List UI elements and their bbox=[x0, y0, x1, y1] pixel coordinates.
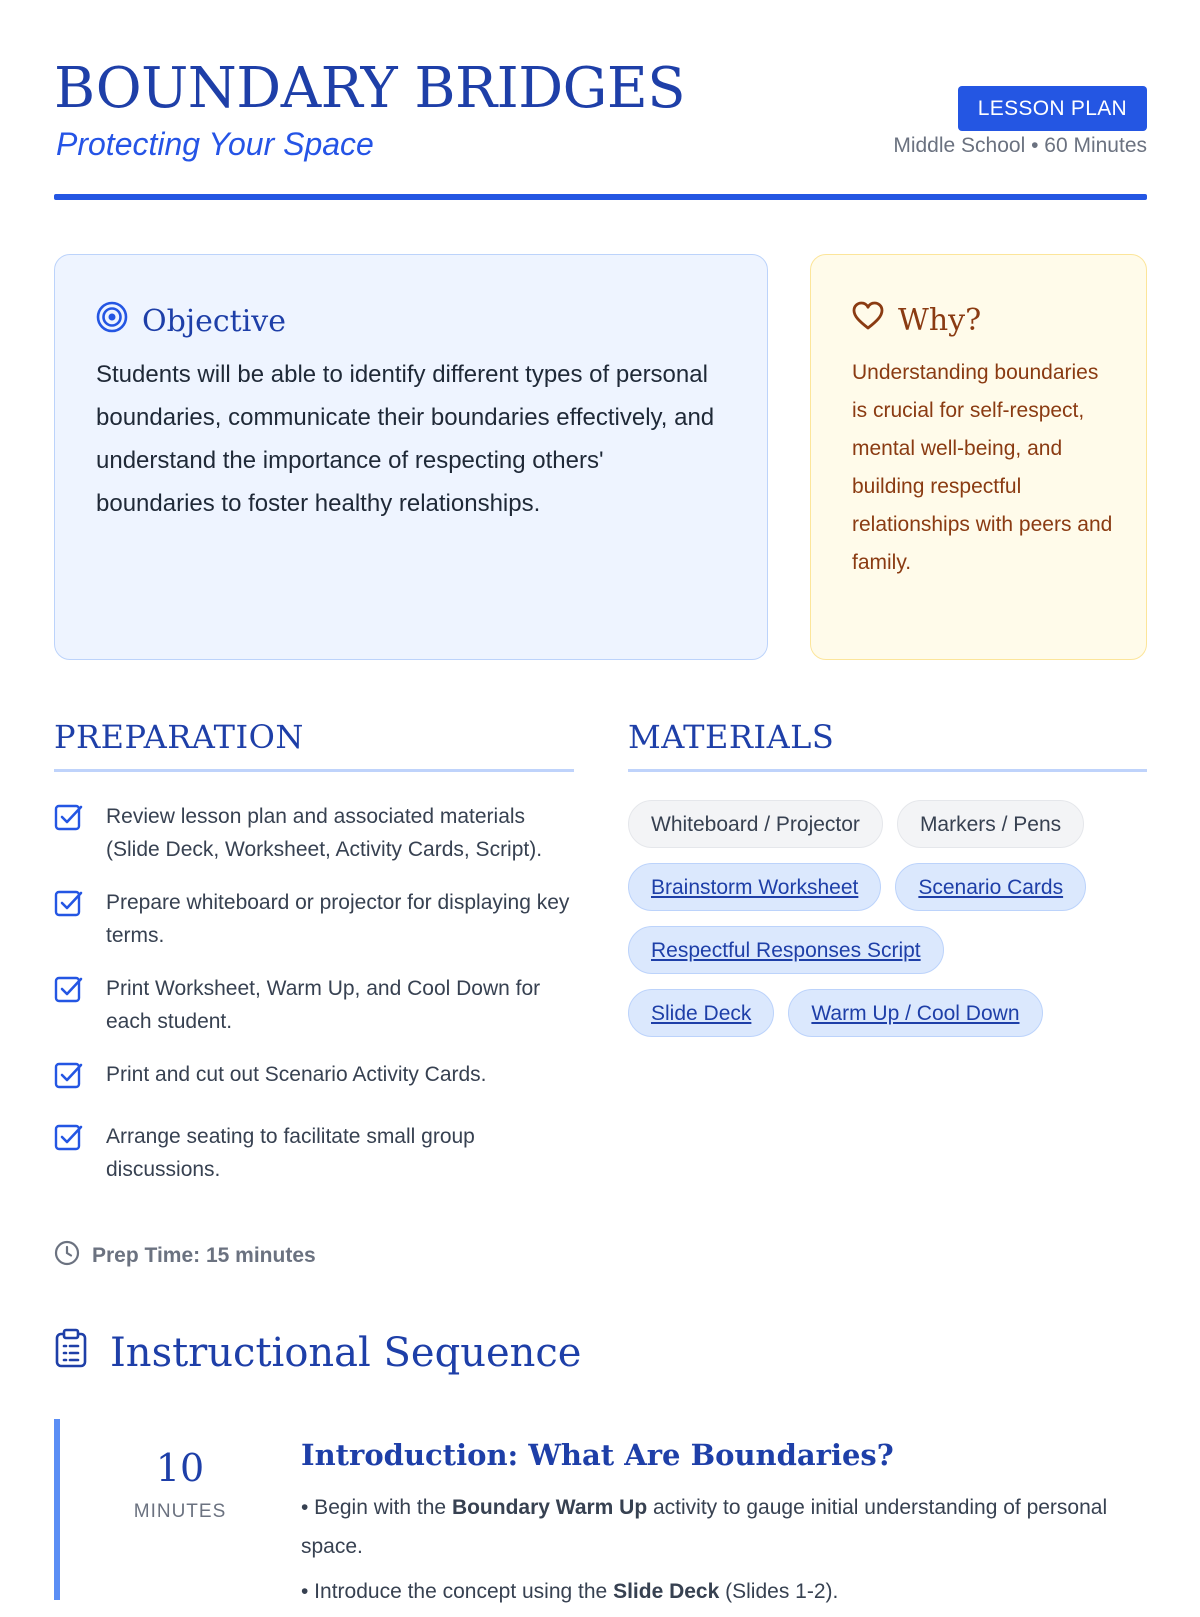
step-bullet-emphasis: Slide Deck bbox=[613, 1580, 720, 1603]
preparation-item-text: Print Worksheet, Warm Up, and Cool Down for each student. bbox=[106, 977, 541, 1033]
step-title: Introduction: What Are Boundaries? bbox=[301, 1438, 894, 1472]
preparation-item-text: Prepare whiteboard or projector for displaying key terms. bbox=[106, 891, 570, 947]
material-link-slide-deck[interactable]: Slide Deck bbox=[628, 989, 774, 1037]
preparation-item bbox=[54, 1058, 574, 1100]
material-link-respectful-responses-script[interactable]: Respectful Responses Script bbox=[628, 926, 944, 974]
target-icon bbox=[96, 301, 128, 341]
page-header bbox=[54, 56, 1147, 201]
checkbox-checked-icon bbox=[54, 1060, 84, 1100]
step-bullet-emphasis: Boundary Warm Up bbox=[451, 1496, 648, 1519]
preparation-list bbox=[54, 800, 574, 1206]
materials-heading: MATERIALS bbox=[628, 718, 835, 756]
sequence-heading: Instructional Sequence bbox=[110, 1330, 582, 1376]
material-link-warm-up-cool-down[interactable]: Warm Up / Cool Down bbox=[788, 989, 1042, 1037]
step-bullet: • Begin with the Boundary Warm Up activity to gauge initial understanding of personal space. bbox=[301, 1496, 1108, 1558]
material-link-brainstorm-worksheet[interactable]: Brainstorm Worksheet bbox=[628, 863, 881, 911]
checkbox-checked-icon bbox=[54, 1122, 84, 1186]
preparation-item-text: Arrange seating to facilitate small group discussions. bbox=[106, 1125, 475, 1181]
page-title: BOUNDARY BRIDGES bbox=[54, 56, 686, 121]
preparation-item bbox=[54, 886, 574, 952]
preparation-divider bbox=[54, 769, 574, 772]
why-text: Understanding boundaries is crucial for self-respect, mental well-being, and building respectful relationships with peers and family. bbox=[852, 361, 1113, 574]
step-bullet: • Introduce the concept using the Slide Deck (Slides 1-2). bbox=[301, 1580, 839, 1603]
lesson-plan-badge: LESSON PLAN bbox=[958, 86, 1147, 131]
step-duration: 10 bbox=[155, 1446, 205, 1490]
header-divider bbox=[54, 194, 1147, 200]
prep-time bbox=[54, 1240, 316, 1272]
checkbox-checked-icon bbox=[54, 888, 84, 952]
material-chip: Markers / Pens bbox=[897, 800, 1084, 848]
preparation-item bbox=[54, 1120, 574, 1186]
preparation-item-text: Print and cut out Scenario Activity Cards. bbox=[106, 1063, 487, 1086]
objective-heading: Objective bbox=[142, 303, 287, 339]
clipboard-icon bbox=[54, 1328, 88, 1378]
why-heading: Why? bbox=[898, 302, 982, 338]
objective-text: Students will be able to identify different types of personal boundaries, communicate their boundaries effectively, and understand the importance of respecting others' boundaries to foster healthy relationships. bbox=[96, 361, 715, 517]
heart-icon bbox=[852, 301, 884, 339]
checkbox-checked-icon bbox=[54, 974, 84, 1038]
lesson-meta: Middle School • 60 Minutes bbox=[893, 134, 1147, 157]
materials-chips bbox=[628, 800, 1168, 1052]
clock-icon bbox=[54, 1240, 80, 1272]
why-heading-row bbox=[852, 301, 981, 339]
material-link-scenario-cards[interactable]: Scenario Cards bbox=[895, 863, 1086, 911]
objective-card bbox=[54, 254, 768, 660]
page-subtitle: Protecting Your Space bbox=[56, 126, 374, 162]
preparation-item bbox=[54, 972, 574, 1038]
step-duration-unit: MINUTES bbox=[133, 1501, 227, 1522]
materials-divider bbox=[628, 769, 1147, 772]
preparation-item bbox=[54, 800, 574, 866]
sequence-heading-row bbox=[54, 1328, 581, 1378]
prep-time-label: Prep Time: 15 minutes bbox=[92, 1244, 316, 1267]
objective-heading-row bbox=[96, 301, 286, 341]
preparation-item-text: Review lesson plan and associated materials (Slide Deck, Worksheet, Activity Cards, Script). bbox=[106, 805, 543, 861]
preparation-heading: PREPARATION bbox=[54, 718, 304, 756]
why-card bbox=[810, 254, 1147, 660]
checkbox-checked-icon bbox=[54, 802, 84, 866]
material-chip: Whiteboard / Projector bbox=[628, 800, 883, 848]
sequence-timeline-bar bbox=[54, 1419, 60, 1600]
step-body bbox=[301, 1488, 1141, 1617]
